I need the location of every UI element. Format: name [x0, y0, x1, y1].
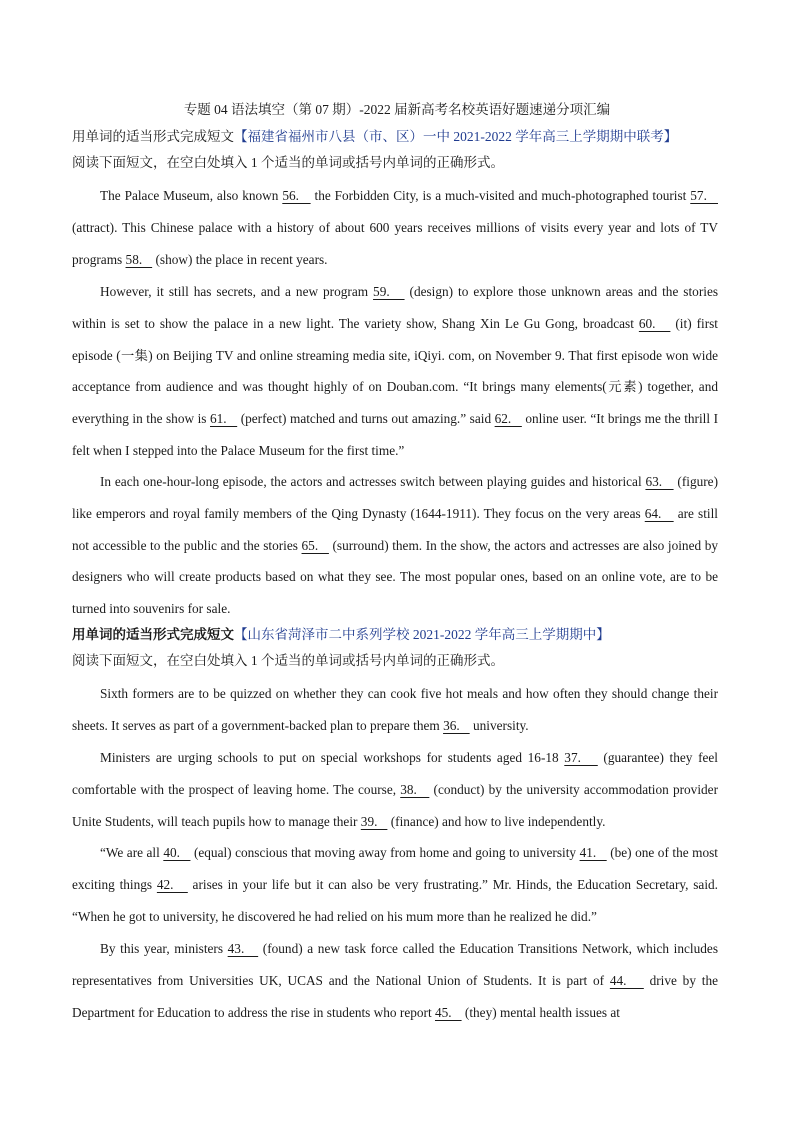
passage-text: arises in your life but it can also be very frustrating.” Mr. Hinds, the Education Secretary, said. “When he got to university, he discovered he had relied on his mum more than he realized he did.”	[72, 876, 719, 924]
passage-text: However, it still has secrets, and a new program	[100, 284, 374, 299]
passage-text: Sixth formers are to be quizzed on whether they can cook five hot meals and how often they should change their sheets. It serves as part of a government-backed plan to prepare them	[72, 686, 718, 733]
passage-text: (show) the place in recent years.	[152, 251, 328, 267]
answer-blank: 60.	[638, 315, 671, 331]
answer-blank: 39.	[360, 813, 388, 829]
passage-text: (perfect) matched and turns out amazing.” said	[237, 411, 495, 427]
section-2-heading-source: 【山东省菏泽市二中系列学校 2021-2022 学年高三上学期期中】	[234, 627, 610, 642]
passage-text: (equal) conscious that moving away from home and going to university	[190, 845, 580, 860]
passage-text: In each one-hour-long episode, the actors and actresses switch between playing guides and historical	[100, 474, 646, 489]
passage-text: Ministers are urging schools to put on special workshops for students aged 16-18	[100, 750, 565, 765]
section-1-heading-lead: 用单词的适当形式完成短文	[72, 129, 234, 144]
passage-text: (design) to explore those unknown areas and the stories within is set to show the palace in a new light. The variety show, Shang Xin Le Gu Gong, broadcast	[72, 284, 719, 331]
passage-text: online user. “It brings me the thrill I felt when I stepped into the Palace Museum for the first time.”	[72, 411, 718, 458]
section-2-heading-lead: 用单词的适当形式完成短文	[72, 627, 234, 642]
answer-blank: 43.	[227, 941, 259, 956]
section-1-paragraph-3	[72, 466, 718, 625]
answer-blank: 58.	[125, 251, 153, 267]
passage-text: (be) one of the most exciting things	[72, 845, 718, 892]
passage-text: (guarantee) they feel comfortable with the prospect of leaving home. The course,	[72, 750, 718, 797]
passage-text: (surround) them. In the show, the actors and actresses are also joined by designers who will create products based on what they see. The most popular ones, based on an online vote, are to be turned into souvenirs for sale.	[72, 537, 718, 617]
passage-text: university.	[469, 717, 529, 733]
section-2-paragraph-4	[72, 933, 718, 1028]
answer-blank: 37.	[564, 750, 598, 765]
passage-text: The Palace Museum, also known	[100, 188, 283, 203]
answer-blank: 65.	[301, 537, 329, 553]
passage-text: “We are all	[100, 845, 164, 860]
passage-text: (they) mental health issues at	[461, 1004, 620, 1020]
section-2-heading	[72, 626, 762, 644]
passage-text: drive by the Department for Education to address the rise in students who report	[72, 972, 718, 1020]
passage-text: (it) first episode (一集) on Beijing TV and online streaming media site, iQiyi. com, on November 9. That first episode won wide acceptance from audience and was thought highly of on Douban.com. “It brings many elements(元素) together, and everything in the show is	[72, 315, 719, 427]
passage-text: (conduct) by the university accommodation provider Unite Students, will teach pupils how to manage their	[72, 781, 718, 829]
answer-blank: 64.	[644, 505, 674, 521]
section-1-heading-source: 【福建省福州市八县（市、区）一中 2021-2022 学年高三上学期期中联考】	[234, 129, 678, 144]
answer-blank: 59.	[373, 284, 405, 299]
answer-blank: 36.	[443, 717, 470, 733]
passage-text: the Forbidden City, is a much-visited and much-photographed tourist	[310, 188, 691, 203]
answer-blank: 44.	[609, 972, 644, 988]
section-2-paragraph-1	[72, 678, 718, 742]
section-1-heading	[72, 128, 762, 146]
answer-blank: 63.	[645, 474, 674, 489]
answer-blank: 42.	[156, 876, 188, 892]
section-1-paragraph-1	[72, 180, 718, 275]
document-title: 专题 04 语法填空（第 07 期）-2022 届新高考名校英语好题速递分项汇编	[183, 102, 611, 117]
section-2-instruction: 阅读下面短文，在空白处填入 1 个适当的单词或括号内单词的正确形式。	[72, 653, 504, 668]
passage-text: (finance) and how to live independently.	[387, 813, 606, 829]
answer-blank: 61.	[210, 411, 238, 427]
answer-blank: 40.	[163, 845, 191, 860]
section-2-paragraph-3	[72, 837, 718, 932]
passage-text: are still not accessible to the public and the stories	[72, 505, 718, 553]
answer-blank: 62.	[494, 411, 522, 427]
answer-blank: 38.	[400, 781, 430, 797]
passage-text: (figure) like emperors and royal family members of the Qing Dynasty (1644-1911). They focus on the very areas	[72, 474, 719, 521]
section-1-instruction: 阅读下面短文，在空白处填入 1 个适当的单词或括号内单词的正确形式。	[72, 155, 504, 170]
passage-text: (attract). This Chinese palace with a history of about 600 years receives millions of visits every year and lots of TV programs	[72, 219, 718, 267]
answer-blank: 41.	[579, 845, 607, 860]
passage-text: (found) a new task force called the Education Transitions Network, which includes representatives from Universities UK, UCAS and the National Union of Students. It is part of	[72, 941, 718, 988]
section-2-paragraph-2	[72, 742, 718, 837]
section-1-paragraph-2	[72, 276, 718, 467]
answer-blank: 57.	[690, 188, 718, 203]
passage-text: By this year, ministers	[100, 941, 228, 956]
answer-blank: 45.	[434, 1004, 462, 1020]
answer-blank: 56.	[282, 188, 311, 203]
